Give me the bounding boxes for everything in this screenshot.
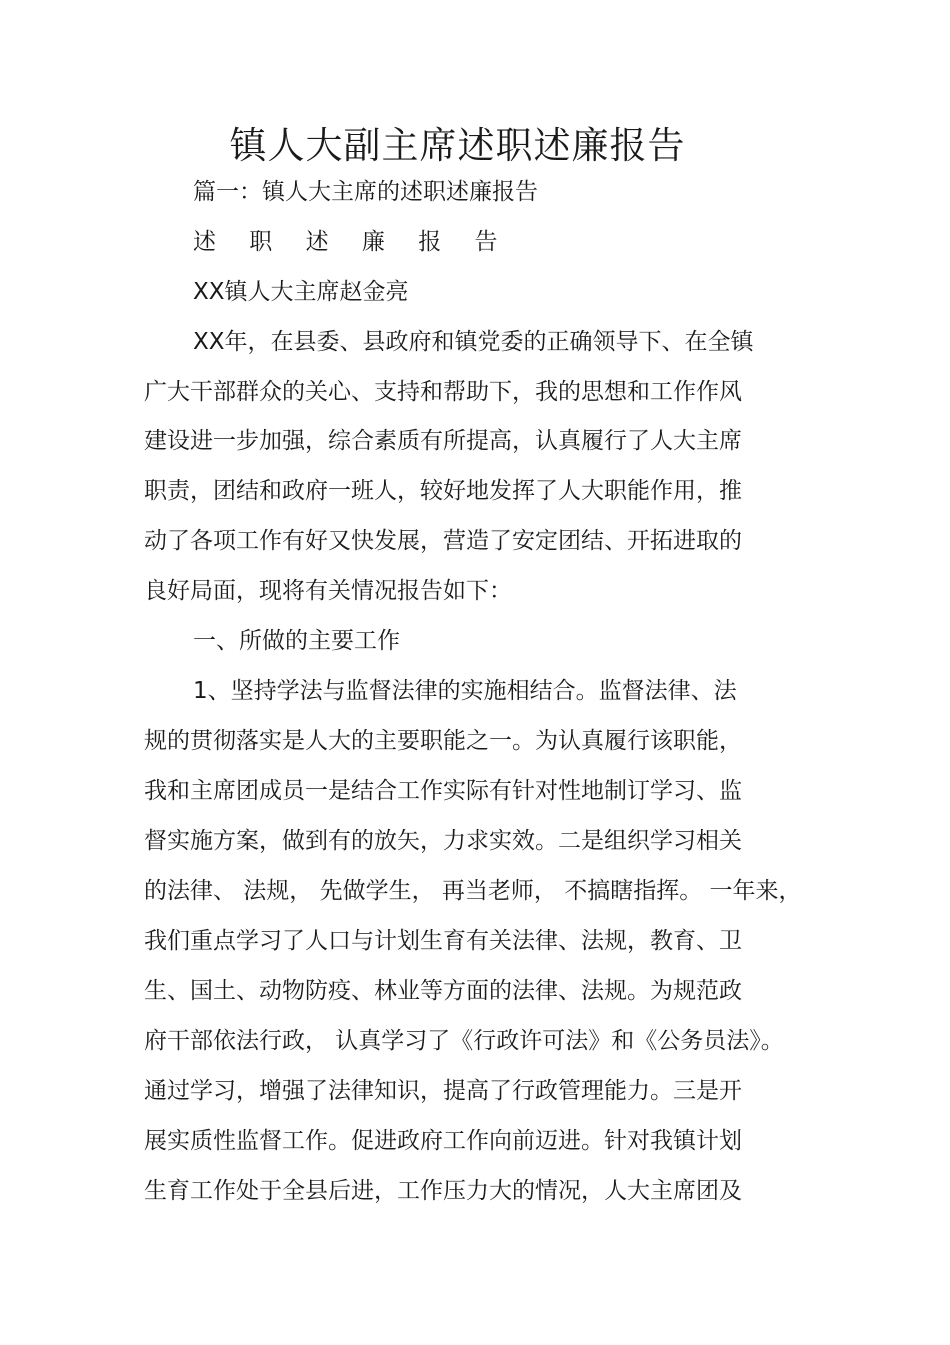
paragraph-line: 展实质性监督工作。促进政府工作向前迈进。针对我镇计划 bbox=[144, 1128, 742, 1154]
section-heading: 一、所做的主要工作 bbox=[193, 628, 400, 654]
paragraph-line: 职责，团结和政府一班人，较好地发挥了人大职能作用，推 bbox=[144, 478, 742, 504]
report-heading-line: 述 职 述 廉 报 告 bbox=[193, 229, 511, 255]
paragraph-line: 良好局面，现将有关情况报告如下： bbox=[144, 578, 512, 604]
document-title: 镇人大副主席述职述廉报告 bbox=[229, 124, 686, 167]
paragraph-line: 规的贯彻落实是人大的主要职能之一。为认真履行该职能， bbox=[144, 728, 742, 754]
paragraph-line: 府干部依法行政， 认真学习了《行政许可法》和《公务员法》。 bbox=[144, 1028, 784, 1054]
paragraph-line: 我和主席团成员一是结合工作实际有针对性地制订学习、监 bbox=[144, 778, 742, 804]
paragraph-line: 动了各项工作有好又快发展，营造了安定团结、开拓进取的 bbox=[144, 528, 742, 554]
paragraph-line: 的法律、 法规， 先做学生， 再当老师， 不搞瞎指挥。 一年来， bbox=[144, 878, 802, 904]
paragraph-line: 生、国土、动物防疫、林业等方面的法律、法规。为规范政 bbox=[144, 978, 742, 1004]
paragraph-line: 督实施方案，做到有的放矢，力求实效。二是组织学习相关 bbox=[144, 828, 742, 854]
author-line: XX镇人大主席赵金亮 bbox=[193, 279, 409, 305]
paragraph-line: 通过学习，增强了法律知识，提高了行政管理能力。三是开 bbox=[144, 1078, 742, 1104]
paragraph-line: XX年，在县委、县政府和镇党委的正确领导下、在全镇 bbox=[193, 329, 754, 355]
paragraph-line: 1、坚持学法与监督法律的实施相结合。监督法律、法 bbox=[193, 678, 737, 704]
paragraph-line: 我们重点学习了人口与计划生育有关法律、法规，教育、卫 bbox=[144, 928, 742, 954]
paragraph-line: 建设进一步加强，综合素质有所提高，认真履行了人大主席 bbox=[144, 428, 742, 454]
paragraph-line: 生育工作处于全县后进，工作压力大的情况，人大主席团及 bbox=[144, 1178, 742, 1204]
paragraph-line: 广大干部群众的关心、支持和帮助下，我的思想和工作作风 bbox=[144, 379, 742, 405]
subtitle-line: 篇一：镇人大主席的述职述廉报告 bbox=[193, 179, 538, 205]
